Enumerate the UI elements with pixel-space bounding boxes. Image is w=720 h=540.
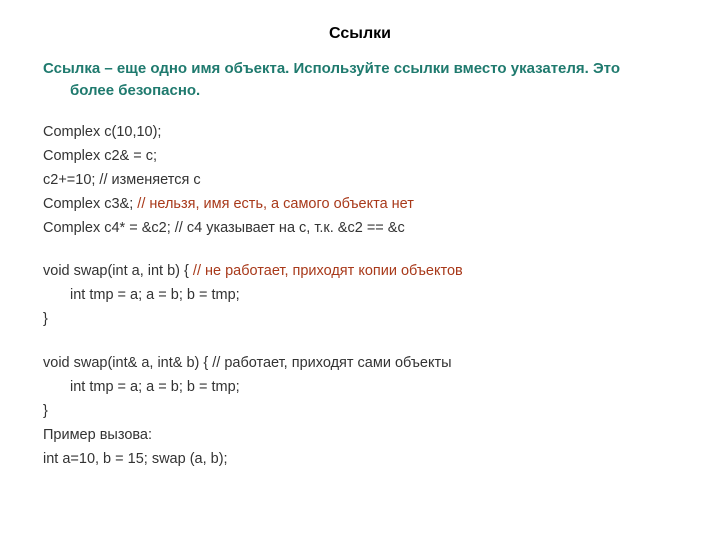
code-block-swap-by-reference: [43, 351, 693, 471]
slide-title: Ссылки: [329, 25, 391, 42]
code-line: [43, 192, 693, 216]
code-block-references: [43, 120, 693, 240]
code-line: Complex c2& = c;: [43, 148, 158, 164]
code-line: int tmp = a; a = b; b = tmp;: [70, 287, 240, 303]
code-line: }: [43, 311, 48, 327]
code-line: int a=10, b = 15; swap (a, b);: [43, 451, 228, 467]
warning-comment: // не работает, приходят копии объектов: [192, 263, 463, 279]
code-text: Complex c3&;: [43, 196, 138, 212]
intro-line-2: более безопасно.: [70, 82, 201, 99]
code-block-swap-by-value: [43, 259, 693, 331]
intro-line-1: Ссылка – еще одно имя объекта. Используйте ссылки вместо указателя. Это: [43, 60, 620, 77]
code-line: }: [43, 403, 48, 419]
intro-text: [43, 58, 683, 102]
warning-comment: // нельзя, имя есть, а самого объекта нет: [137, 196, 414, 212]
code-line: int tmp = a; a = b; b = tmp;: [70, 379, 240, 395]
code-line: Complex c(10,10);: [43, 124, 162, 140]
code-line: c2+=10; // изменяется c: [43, 172, 201, 188]
code-text: void swap(int a, int b) {: [43, 263, 193, 279]
example-label: Пример вызова:: [43, 427, 153, 443]
code-line: void swap(int& a, int& b) { // работает, приходят сами объекты: [43, 355, 452, 371]
code-line: Complex c4* = &c2; // c4 указывает на c, т.к. &c2 == &c: [43, 220, 405, 236]
code-line: [43, 259, 693, 283]
